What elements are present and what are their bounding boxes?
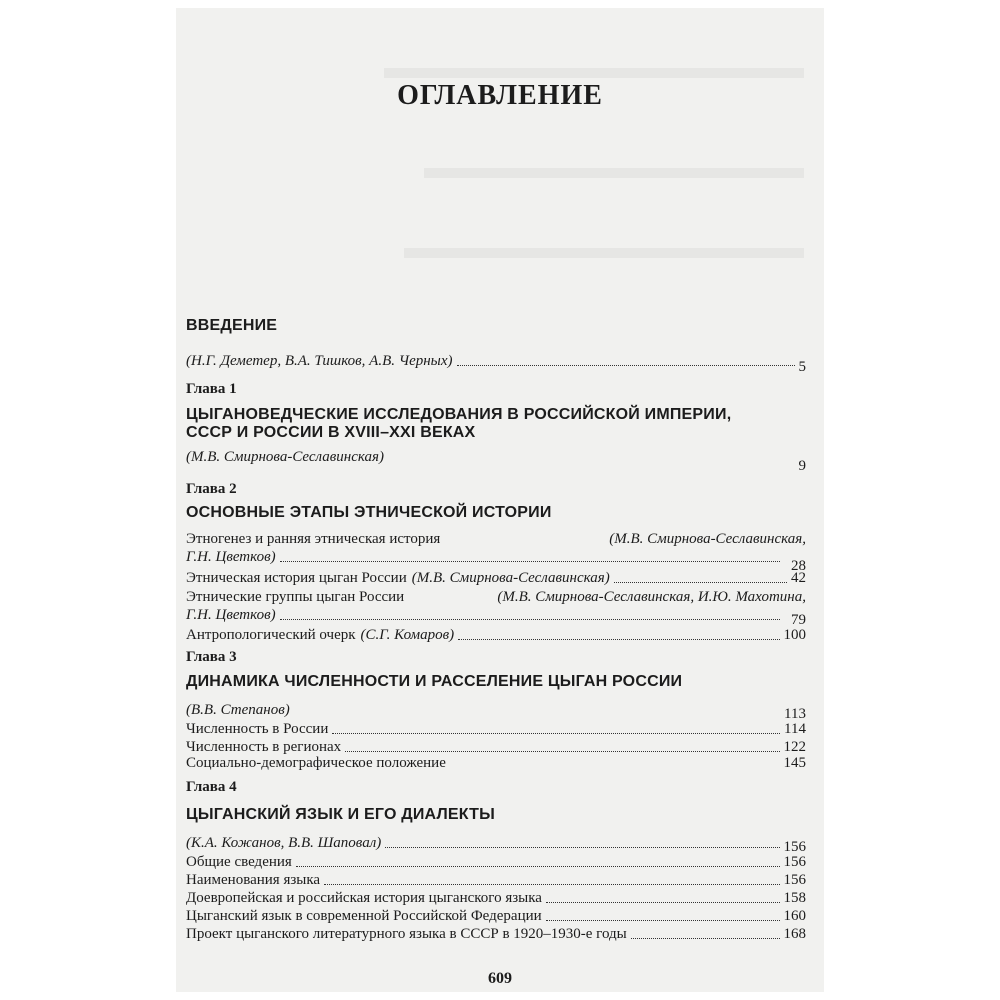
- page-ref: 42: [791, 570, 806, 586]
- entry-authors: Г.Н. Цветков): [186, 607, 276, 623]
- entry-authors: (М.В. Смирнова-Сеславинская, И.Ю. Махотина,: [497, 589, 806, 605]
- page-ref: 9: [798, 458, 806, 474]
- leader-dots: [614, 582, 787, 583]
- page-title: ОГЛАВЛЕНИЕ: [397, 80, 603, 111]
- toc-entry[interactable]: [186, 530, 806, 548]
- bleed-through: [384, 68, 804, 78]
- page-ref: 160: [783, 908, 806, 924]
- chapter-title: СССР И РОССИИ В XVIII–XXI ВЕКАХ: [186, 424, 476, 441]
- chapter-title: ОСНОВНЫЕ ЭТАПЫ ЭТНИЧЕСКОЙ ИСТОРИИ: [186, 504, 552, 521]
- entry-text: Численность в России: [186, 721, 329, 737]
- toc-entry[interactable]: [186, 853, 806, 871]
- chapter-title: ЦЫГАНСКИЙ ЯЗЫК И ЕГО ДИАЛЕКТЫ: [186, 806, 496, 823]
- chapter-authors: (М.В. Смирнова-Сеславинская): [186, 449, 384, 465]
- page-ref: 122: [783, 739, 806, 755]
- entry-text: Антропологический очерк: [186, 627, 356, 643]
- toc-entry[interactable]: [186, 925, 806, 943]
- entry-text: Общие сведения: [186, 854, 292, 870]
- chapter-label: Глава 2: [186, 481, 237, 497]
- page-ref: 158: [783, 890, 806, 906]
- leader-dots: [296, 866, 780, 867]
- entry-authors: (М.В. Смирнова-Сеславинская): [411, 570, 610, 586]
- chapter-title: ЦЫГАНОВЕДЧЕСКИЕ ИССЛЕДОВАНИЯ В РОССИЙСКОЙ ИМПЕРИИ,: [186, 406, 732, 423]
- entry-text: Наименования языка: [186, 872, 321, 888]
- intro-title: ВВЕДЕНИЕ: [186, 317, 278, 334]
- leader-dots: [631, 938, 780, 939]
- chapter-authors: (К.А. Кожанов, В.В. Шаповал): [186, 835, 382, 851]
- leader-dots: [332, 733, 780, 734]
- page-ref: 113: [784, 706, 806, 722]
- toc-entry[interactable]: [186, 754, 806, 772]
- page-number: 609: [488, 970, 512, 987]
- bleed-through: [424, 168, 804, 178]
- entry-text: Численность в регионах: [186, 739, 342, 755]
- toc-entry[interactable]: [186, 871, 806, 889]
- toc-entry[interactable]: [186, 907, 806, 925]
- page-ref: 145: [783, 755, 806, 771]
- entry-authors: (С.Г. Комаров): [360, 627, 455, 643]
- toc-entry[interactable]: [186, 626, 806, 644]
- entry-text: Цыганский язык в современной Российской Федерации: [186, 908, 542, 924]
- leader-dots: [546, 902, 780, 903]
- page-ref: 168: [783, 926, 806, 942]
- entry-text: Этническая история цыган России: [186, 570, 407, 586]
- page-ref: 156: [783, 839, 806, 855]
- chapter-label: Глава 3: [186, 649, 237, 665]
- toc-entry[interactable]: [186, 588, 806, 606]
- page-ref: 5: [798, 359, 806, 375]
- bleed-through: [404, 248, 804, 258]
- entry-text: Доевропейская и российская история цыганского языка: [186, 890, 542, 906]
- leader-dots: [546, 920, 780, 921]
- page-ref: 28: [791, 558, 806, 574]
- page-ref: 100: [783, 627, 806, 643]
- page-ref: 114: [784, 721, 806, 737]
- page-ref: 156: [783, 872, 806, 888]
- toc-entry[interactable]: [186, 889, 806, 907]
- toc-entry[interactable]: [186, 569, 806, 587]
- chapter-label: Глава 1: [186, 381, 237, 397]
- entry-text: Проект цыганского литературного языка в СССР в 1920–1930-е годы: [186, 926, 627, 942]
- page-ref: 79: [791, 612, 806, 628]
- leader-dots: [324, 884, 779, 885]
- chapter-title: ДИНАМИКА ЧИСЛЕННОСТИ И РАССЕЛЕНИЕ ЦЫГАН РОССИИ: [186, 673, 683, 690]
- entry-authors: Г.Н. Цветков): [186, 549, 276, 565]
- book-page: [176, 8, 824, 992]
- page-ref: 156: [783, 854, 806, 870]
- chapter-authors: (В.В. Степанов): [186, 702, 290, 718]
- entry-text: Социально-демографическое положение: [186, 755, 446, 771]
- toc-entry[interactable]: [186, 720, 806, 738]
- leader-dots: [458, 639, 779, 640]
- entry-text: Этногенез и ранняя этническая история: [186, 531, 441, 547]
- chapter-label: Глава 4: [186, 779, 237, 795]
- entry-authors: (М.В. Смирнова-Сеславинская,: [609, 531, 806, 547]
- entry-text: Этнические группы цыган России: [186, 589, 405, 605]
- intro-authors: (Н.Г. Деметер, В.А. Тишков, А.В. Черных): [186, 353, 453, 369]
- leader-dots: [345, 751, 779, 752]
